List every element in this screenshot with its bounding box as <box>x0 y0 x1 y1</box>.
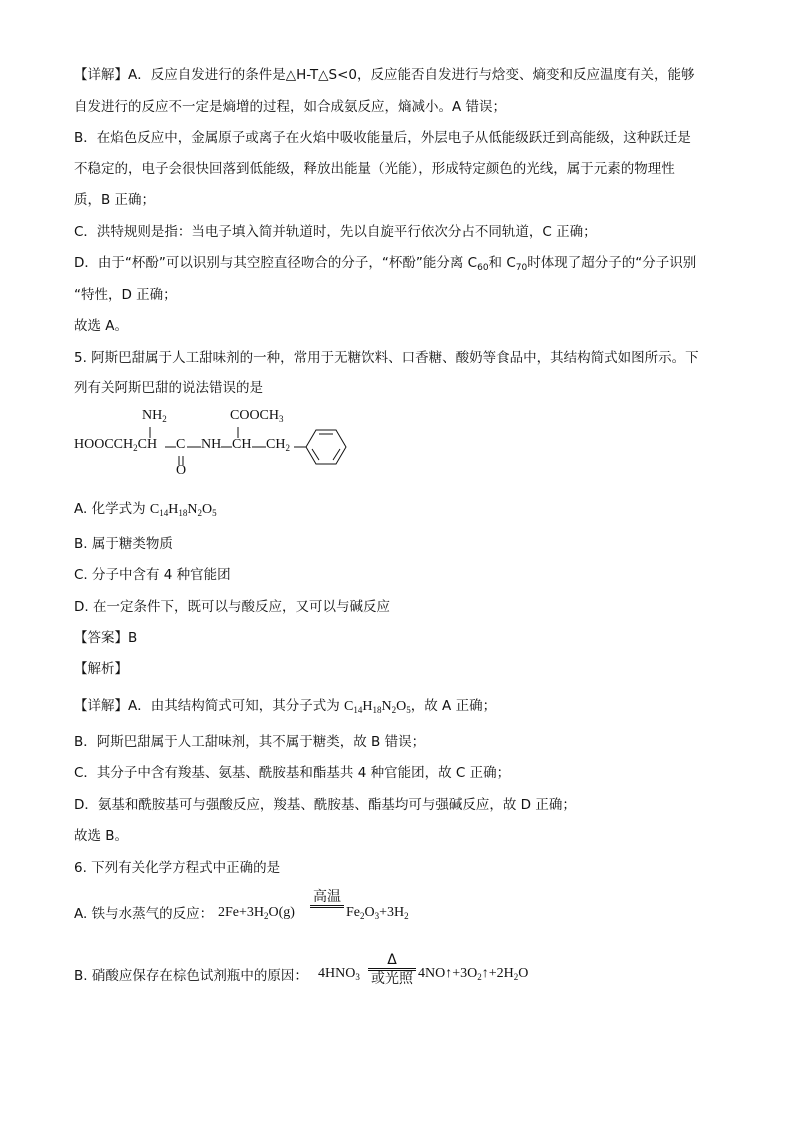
detail-line-A1: 【详解】A．反应自发进行的条件是△H-T△S<0，反应能否自发进行与焓变、熵变和反应温度有关，能够 <box>74 67 695 83</box>
condition-heat: Δ <box>387 952 397 968</box>
detail-line-D1: D．由于“杯酚”可以识别与其空腔直径吻合的分子，“杯酚”能分离 $C_{60}$和 $C_{70}$时体现了超分子的“分子识别 <box>74 255 697 273</box>
detail-tag: 【详解】 <box>74 67 128 83</box>
amide-nh: NH <box>201 437 222 452</box>
formula-optA: $C_{14}H_{18}N_2O_5$ <box>149 502 217 518</box>
detail-line-B1: B．在焰色反应中，金属原子或离子在火焰中吸收能量后，外层电子从低能级跃迁到高能级，这种跃迁是 <box>74 130 691 146</box>
q6-option-B-label: B. 硝酸应保存在棕色试剂瓶中的原因： <box>74 968 308 984</box>
detail-line-C: C．洪特规则是指：当电子填入简并轨道时，先以自旋平行依次分占不同轨道，C 正确； <box>74 224 597 240</box>
alpha-ch: CH <box>232 437 252 452</box>
q5-stem-line1: 5. 阿斯巴甜属于人工甜味剂的一种，常用于无糖饮料、口香糖、酸奶等食品中，其结构简式如图所示。下 <box>74 350 699 366</box>
q6-eqA-rhs: $Fe_2O_3+3H_2$ <box>346 905 409 921</box>
q6-option-A-label: A. 铁与水蒸气的反应： <box>74 906 214 922</box>
cooch3-group: $COOCH_3$ <box>230 408 284 424</box>
q5-choose: 故选 B。 <box>74 828 129 844</box>
q5-detail-B: B．阿斯巴甜属于人工甜味剂，其不属于糖类，故 B 错误； <box>74 734 426 750</box>
equals-sign <box>310 905 344 908</box>
q6-eqB-lhs: $4HNO_3$ <box>318 966 360 982</box>
nh2-group: $NH_2$ <box>142 408 167 424</box>
q5-analysis-tag: 【解析】 <box>74 661 128 677</box>
detail-line-D2: “特性，D 正确； <box>74 287 177 303</box>
benzene-ring <box>306 430 346 464</box>
q5-answer: 【答案】B <box>74 630 138 646</box>
q6-eqB-condition <box>368 952 416 987</box>
condition-high-temp: 高温 <box>313 889 341 905</box>
detail-line-B3: 质，B 正确； <box>74 192 156 208</box>
q6-eqA-condition <box>310 889 344 908</box>
q5-detail-A: 【详解】A．由其结构简式可知，其分子式为 $C_{14}H_{18}N_2O_5$，故 A 正确； <box>74 698 497 715</box>
q5-stem-line2: 列有关阿斯巴甜的说法错误的是 <box>74 380 263 396</box>
detail-line-A2: 自发进行的反应不一定是熵增的过程，如合成氨反应，熵减小。A 错误； <box>74 99 507 115</box>
carbonyl-c: C <box>176 437 186 452</box>
choose-line: 故选 A。 <box>74 318 129 334</box>
bond-lines <box>70 405 360 485</box>
detail-line-B2: 不稳定的，电子会很快回落到低能级，释放出能量（光能），形成特定颜色的光线，属于元素的物理性 <box>74 161 675 177</box>
q5-detail-D: D．氨基和酰胺基可与强酸反应，羧基、酰胺基、酯基均可与强碱反应，故 D 正确； <box>74 797 576 813</box>
q5-option-C: C. 分子中含有 4 种官能团 <box>74 567 231 583</box>
q5-detail-C: C．其分子中含有羧基、氨基、酰胺基和酯基共 4 种官能团，故 C 正确； <box>74 765 511 781</box>
condition-light: 或光照 <box>371 971 413 987</box>
main-chain: $HOOCCH_2CH$ <box>74 437 158 453</box>
formula-detail: $C_{14}H_{18}N_2O_5$ <box>344 699 411 715</box>
ch2-group: $CH_2$ <box>266 437 290 453</box>
q5-option-A: A. 化学式为 $C_{14}H_{18}N_2O_5$ <box>74 501 217 518</box>
q6-stem: 6. 下列有关化学方程式中正确的是 <box>74 860 281 876</box>
q5-option-B: B. 属于糖类物质 <box>74 536 173 552</box>
q6-eqB-rhs: $4NO↑+3O_2↑+2H_2O$ <box>418 966 529 982</box>
q5-option-D: D. 在一定条件下，既可以与酸反应，又可以与碱反应 <box>74 599 390 615</box>
carbonyl-oxygen: O <box>176 463 187 478</box>
q6-eqA-lhs: $2Fe+3H_2O(g)$ <box>218 905 295 921</box>
aspartame-structure <box>70 405 360 485</box>
